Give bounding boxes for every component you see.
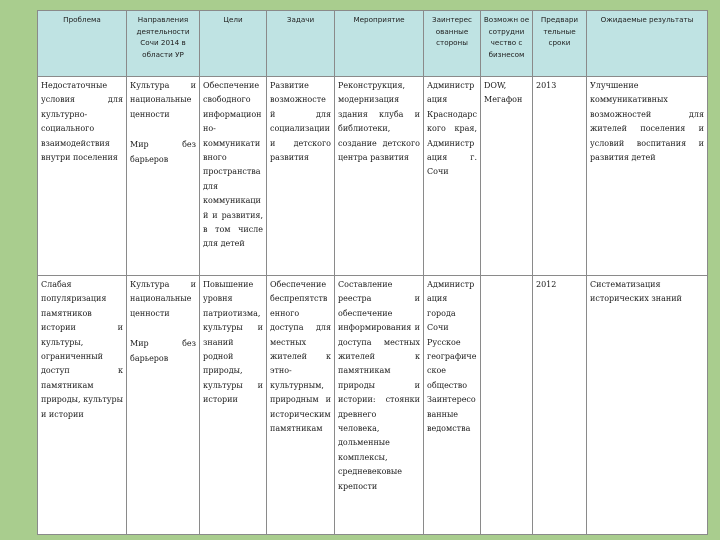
header-directions: Направления деятельности Сочи 2014 в области УР [127, 11, 200, 77]
cell-task: Обеспечение беспрепятственного доступа для местных жителей к этно-культурным, природным и историческим памятникам [267, 276, 335, 535]
header-business: Возможн ое сотрудни чество с бизнесом [481, 11, 533, 77]
cell-result: Систематизация исторических знаний [587, 276, 708, 535]
cell-term: 2012 [533, 276, 587, 535]
header-event: Мероприятие [335, 11, 424, 77]
header-stakeholders: Заинтерес ованные стороны [424, 11, 481, 77]
cell-task: Развитие возможностей для социализации и детского развития [267, 77, 335, 276]
cell-directions [127, 276, 200, 535]
header-results: Ожидаемые результаты [587, 11, 708, 77]
table-row [38, 77, 708, 276]
cell-event: Составление реестра и обеспечение информирования и доступа местных жителей к памятникам природы и истории: стоянки древнего человека, дольменные комплексы, средневековые крепости [335, 276, 424, 535]
direction-no-barriers: Мир без барьеров [130, 140, 196, 164]
cell-goal: Обеспечение свободного информационно-коммуникативного пространства для коммуникаций и развития, в том числе для детей [200, 77, 267, 276]
header-goals: Цели [200, 11, 267, 77]
header-terms: Предвари тельные сроки [533, 11, 587, 77]
cell-event: Реконструкция, модернизация здания клуба и библиотеки, создание детского центра развития [335, 77, 424, 276]
cell-stakeholders: Администрация Краснодарского края, Администрация г. Сочи [424, 77, 481, 276]
cell-result: Улучшение коммуникативных возможностей для жителей поселения и условий воспитания и развития детей [587, 77, 708, 276]
planning-table [37, 10, 708, 535]
cell-problem: Недостаточные условия для культурно-социального взаимодействия внутри поселения [38, 77, 127, 276]
header-problem: Проблема [38, 11, 127, 77]
cell-business: DOW, Мегафон [481, 77, 533, 276]
cell-problem: Слабая популяризация памятников истории и культуры, ограниченный доступ к памятникам природы, культуры и истории [38, 276, 127, 535]
cell-goal: Повышение уровня патриотизма, культуры и знаний родной природы, культуры и истории [200, 276, 267, 535]
document-page [37, 10, 707, 535]
table-row [38, 276, 708, 535]
direction-culture: Культура и национальные ценности [130, 280, 196, 318]
cell-stakeholders: Администрация города Сочи Русское географическое общество Заинтересованные ведомства [424, 276, 481, 535]
cell-term: 2013 [533, 77, 587, 276]
header-tasks: Задачи [267, 11, 335, 77]
header-row [38, 11, 708, 77]
cell-directions [127, 77, 200, 276]
direction-culture: Культура и национальные ценности [130, 81, 196, 119]
cell-business [481, 276, 533, 535]
direction-no-barriers: Мир без барьеров [130, 339, 196, 363]
